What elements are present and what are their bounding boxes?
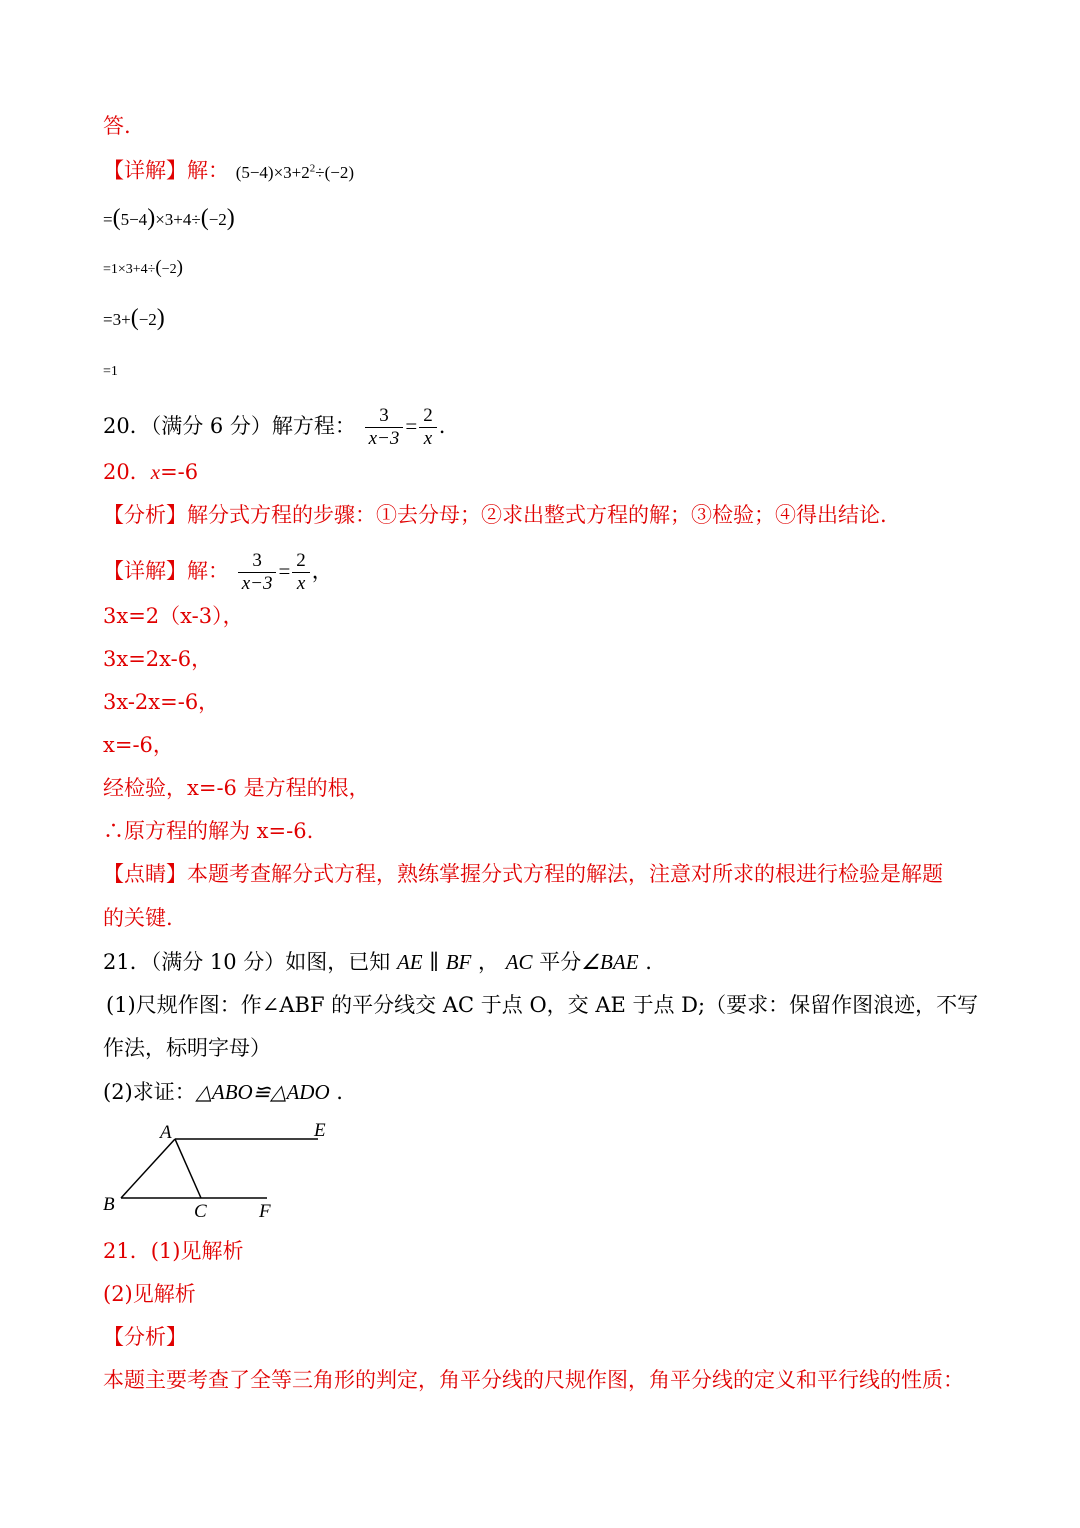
q21-part2: (2)求证：△ABO≌△ADO . <box>103 1080 343 1104</box>
geometry-figure <box>100 1118 340 1223</box>
q20-step-2: 3x=2x-6， <box>103 647 213 671</box>
q19-step-1: =(5−4)×3+4÷(−2) <box>103 205 235 231</box>
label-a: A <box>160 1122 172 1143</box>
fraction-right: $\frac{2}{x}$ <box>419 405 437 450</box>
q19-detail-line <box>103 154 354 187</box>
segment-ab <box>121 1139 175 1198</box>
q20-comment-cont: 的关键. <box>103 906 173 930</box>
q21-prompt: 21．（满分 10 分）如图，已知 AE ∥ BF ， AC 平分∠BAE . <box>103 950 652 974</box>
detail-fraction-right: $\frac{2}{x}$ <box>292 550 310 595</box>
q19-step-3: =3+(−2) <box>103 305 165 331</box>
q21-part1: (1)尺规作图：作∠ABF 的平分线交 AC 于点 O，交 AE 于点 D;（要求：保留作图浪迹，不写 <box>106 993 979 1017</box>
q19-expression: $(5-4)\times 3+2^2\div(-2)$ <box>235 162 355 182</box>
answer-ending: 答. <box>103 114 131 138</box>
q20-step-1: 3x=2（x-3）， <box>103 604 244 628</box>
label-e: E <box>314 1120 326 1141</box>
q21-answer-1: 21．(1)见解析 <box>103 1239 244 1263</box>
label-b: B <box>103 1194 115 1215</box>
q20-detail: 【详解】解： $\frac{3}{x-3}$ = $\frac{2}{x}$ ， <box>103 550 333 594</box>
segment-ac <box>175 1139 201 1198</box>
q20-answer: 20．x=-6 <box>103 460 199 484</box>
detail-label: 【详解】 <box>103 158 187 183</box>
q20-analysis: 【分析】解分式方程的步骤：①去分母；②求出整式方程的解；③检验；④得出结论. <box>103 503 887 527</box>
q21-analysis-label: 【分析】 <box>103 1325 187 1349</box>
q20-step-6: ∴原方程的解为 x=-6. <box>103 819 314 843</box>
detail-text: 解： <box>187 158 229 183</box>
fraction-left: $\frac{3}{x-3}$ <box>365 405 404 450</box>
q19-step-4: =1 <box>103 364 118 379</box>
detail-fraction-left: $\frac{3}{x-3}$ <box>238 550 277 595</box>
q21-analysis-text: 本题主要考查了全等三角形的判定，角平分线的尺规作图，角平分线的定义和平行线的性质： <box>103 1368 964 1392</box>
q21-answer-2: (2)见解析 <box>103 1282 196 1306</box>
q20-comment: 【点睛】本题考查解分式方程，熟练掌握分式方程的解法，注意对所求的根进行检验是解题 <box>103 862 943 886</box>
label-c: C <box>194 1201 207 1222</box>
label-f: F <box>259 1201 271 1222</box>
q20-step-3: 3x-2x=-6， <box>103 690 220 714</box>
q20-prompt: 20．（满分 6 分）解方程： $\frac{3}{x-3}$ = $\frac{2}{x}$ . <box>103 405 446 449</box>
q21-part1-cont: 作法，标明字母） <box>103 1036 271 1060</box>
q20-step-5: 经检验，x=-6 是方程的根， <box>103 776 370 800</box>
q20-step-4: x=-6， <box>103 733 174 757</box>
q19-step-2: =1×3+4÷(−2) <box>103 257 183 278</box>
